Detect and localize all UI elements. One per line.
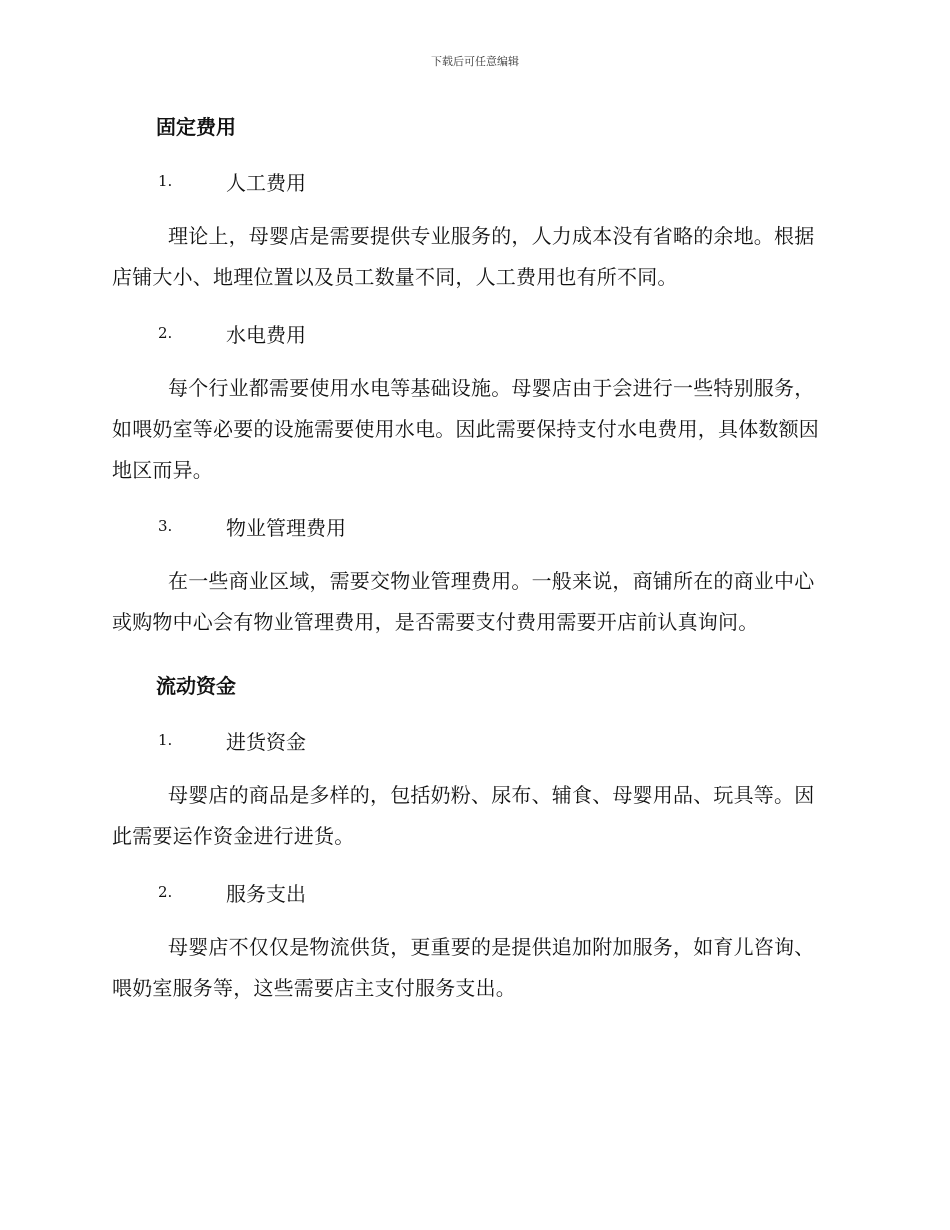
item-title: 进货资金 (226, 729, 306, 754)
section-heading-fixed-costs: 固定费用 (156, 115, 236, 139)
item-number: 2. (158, 883, 173, 901)
paragraph-utilities: 每个行业都需要使用水电等基础设施。母婴店由于会进行一些特别服务，如喂奶室等必要的设施需要使用水电。因此需要保持支付水电费用，具体数额因地区而异。 (112, 376, 819, 482)
item-heading-services (112, 873, 832, 911)
item-title: 水电费用 (226, 322, 306, 347)
item-number: 1. (158, 172, 173, 190)
item-title: 人工费用 (226, 170, 306, 195)
item-heading-labor (112, 162, 832, 200)
section-heading-working-capital: 流动资金 (156, 674, 236, 698)
paragraph-purchasing: 母婴店的商品是多样的，包括奶粉、尿布、辅食、母婴用品、玩具等。因此需要运作资金进行进货。 (112, 783, 815, 848)
document-body (112, 108, 832, 1009)
item-heading-property (112, 507, 832, 545)
item-title: 物业管理费用 (226, 515, 346, 540)
paragraph-labor: 理论上，母婴店是需要提供专业服务的，人力成本没有省略的余地。根据店铺大小、地理位置以及员工数量不同，人工费用也有所不同。 (112, 224, 815, 289)
item-heading-purchasing (112, 721, 832, 759)
paragraph-property: 在一些商业区域，需要交物业管理费用。一般来说，商铺所在的商业中心或购物中心会有物业管理费用，是否需要支付费用需要开店前认真询问。 (112, 569, 815, 634)
item-title: 服务支出 (226, 881, 306, 906)
item-number: 3. (158, 517, 173, 535)
item-heading-utilities (112, 314, 832, 352)
page-header: 下载后可任意编辑 (431, 55, 519, 68)
item-number: 1. (158, 731, 173, 749)
item-number: 2. (158, 324, 173, 342)
paragraph-services: 母婴店不仅仅是物流供货，更重要的是提供追加附加服务，如育儿咨询、喂奶室服务等，这些需要店主支付服务支出。 (112, 935, 815, 1000)
